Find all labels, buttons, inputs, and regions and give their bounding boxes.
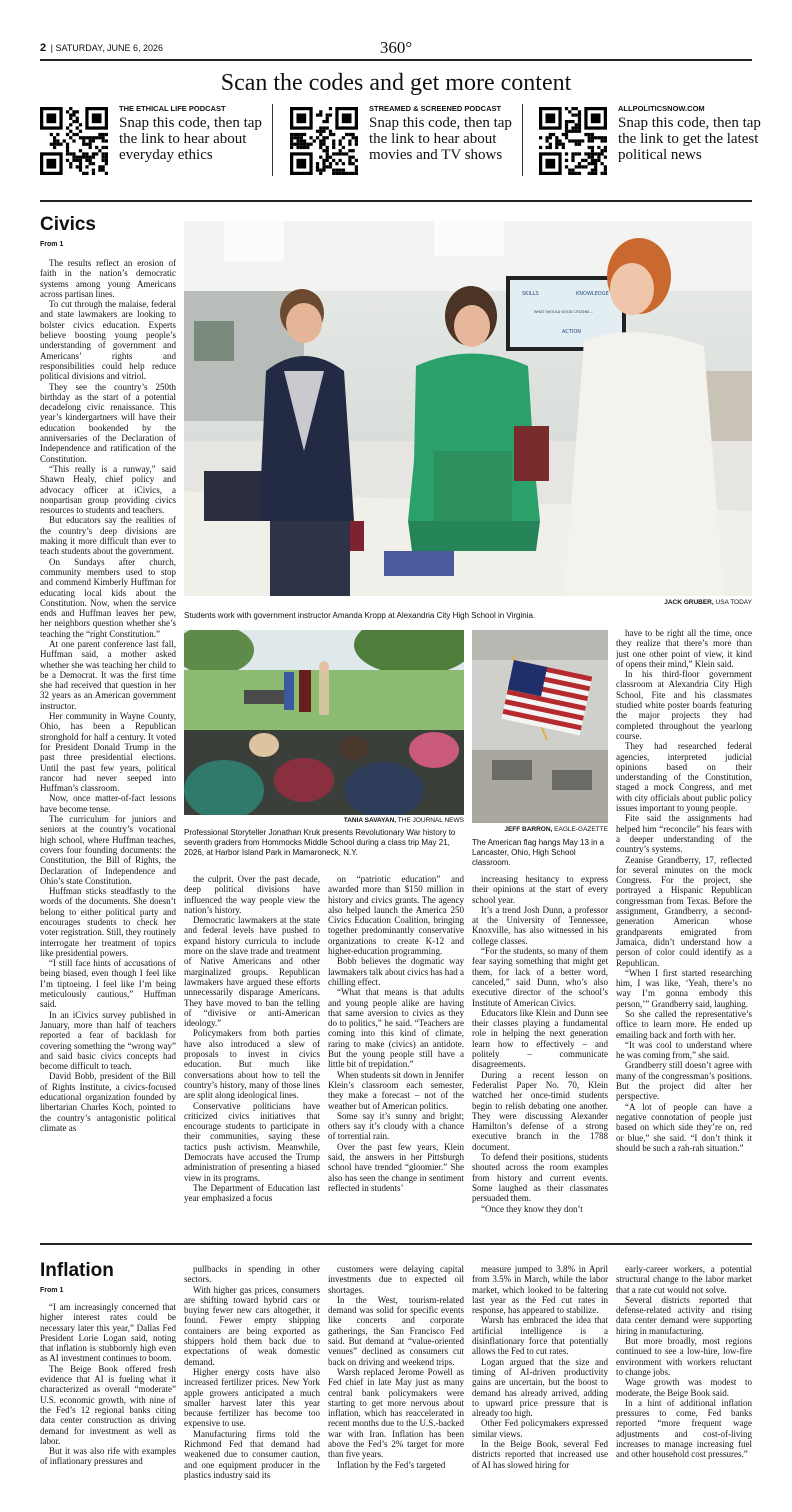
paragraph: Wage growth was modest to moderate, the Beige Book said.: [616, 1377, 752, 1398]
credit-name: TANIA SAVAYAN,: [343, 817, 397, 824]
paragraph: Manufacturing firms told the Richmond Fed that demand had weakened due to consumer caution, and one equipment producer in the plastics industry said its: [184, 1428, 320, 1480]
inflation-section-head: Inflation: [40, 1260, 114, 1281]
paragraph: In an iCivics survey published in January, more than half of teachers reported a fear of backlash for covering something the “wrong way” and said basic civics concepts had become difficult to teach.: [40, 1009, 176, 1072]
civics-column-3: [328, 874, 464, 1229]
paragraph: Over the past few years, Klein said, the answers in her Pittsburgh school have trended “gloomier.” She also has seen the change in sentiment reflected in students’: [328, 1141, 464, 1193]
paragraph: Higher energy costs have also increased fertilizer prices. New York apple growers anticipated a much smaller harvest later this year because fertilizer has become too expensive to use.: [184, 1366, 320, 1429]
paragraph: “I still face hints of accusations of being biased, even though I feel like I’m tiptoeing. I feel like I’m being meticulously cautious,” Huffman said.: [40, 958, 176, 1010]
paragraph: Bobb believes the dogmatic way lawmakers talk about civics has had a chilling effect.: [328, 956, 464, 987]
paragraph: In the West, tourism-related demand was solid for specific events like concerts and corporate gatherings, the San Francisco Fed said. But demand at “value-oriented venues” declined as consumers cut back on driving and weekend trips.: [328, 1294, 464, 1367]
credit-org: USA TODAY: [715, 599, 752, 606]
promo-headline: Scan the codes and get more content: [220, 70, 572, 96]
promo-divider: [272, 104, 273, 176]
paragraph: The curriculum for juniors and seniors at the country’s vocational high school, where Huffman teaches, covers four founding documents: the Constitution, the Bill of Rights, the Declaration of Independence and Ohio’s state Constitution.: [40, 814, 176, 886]
credit-name: JACK GRUBER,: [664, 599, 714, 606]
field-trip-photo-image: [184, 630, 464, 815]
paragraph: customers were delaying capital investments due to expected oil shortages.: [328, 1264, 464, 1295]
photo-credit: [472, 826, 608, 833]
paragraph: The results reflect an erosion of faith in the nation’s democratic systems among young Americans across partisan lines.: [40, 258, 176, 299]
paragraph: Democratic lawmakers at the state and federal levels have pushed to expand history curricula to include more on the slave trade and treatment of Native Americans and other marginalized groups. Republican lawmakers have argued these efforts unnecessarily disparage Americans. They have moved to ban the telling of “divisive or anti-American ideology.”: [184, 915, 320, 1029]
paragraph: At one parent conference last fall, Huffman said, a mother asked whether she was teaching her child to be a Democrat. It was the first time she had received that question in her 32 years as an American government instructor.: [40, 638, 176, 711]
inflation-column-3: [328, 1264, 464, 1492]
paragraph: Other Fed policymakers expressed similar views.: [472, 1418, 608, 1439]
paragraph: have to be right all the time, once they realize that there’s more than just one other point of view, it kind of opens their mind,” Klein said.: [616, 628, 752, 669]
paragraph: The Beige Book offered fresh evidence that AI is fueling what it characterized as overall “moderate” U.S. economic growth, with nine of the Fed’s 12 regional banks citing data center construction as driving demand for investment as well as labor.: [40, 1363, 176, 1446]
folio-rule: [40, 59, 752, 61]
paragraph: The Department of Education last year emphasized a focus: [184, 1182, 320, 1204]
page-folio: [40, 38, 752, 58]
promo-kicker: THE ETHICAL LIFE PODCAST: [119, 104, 226, 113]
paragraph: On Sundays after church, community members used to stop and commend Kimberly Huffman for educating local kids about the Constitution. Now, when the service ends and Huffman leaves her pew, her neighbors question whether she’s teaching the “right Constitution.”: [40, 556, 176, 639]
paragraph: It’s a trend Josh Dunn, a professor at the University of Tennessee, Knoxville, has also witnessed in his college classes.: [472, 904, 608, 946]
paragraph: Warsh has embraced the idea that artificial intelligence is a disinflationary force that potentially allows the Fed to cut rates.: [472, 1315, 608, 1357]
jump-from: From 1: [40, 1287, 64, 1294]
section-name: 360°: [379, 38, 413, 57]
paragraph: In his third-floor government classroom at Alexandria City High School, Fite and his classmates studied white poster boards featuring the major projects they had completed throughout the yearlong course.: [616, 669, 752, 741]
paragraph: “It was cool to understand where he was coming from,” she said.: [616, 1039, 752, 1061]
promo-item: [40, 104, 265, 180]
inflation-column-1: [40, 1302, 176, 1492]
promo-item: [290, 104, 515, 180]
paragraph: Educators like Klein and Dunn see their classes playing a fundamental role in helping the next generation learn how to effectively – and politely – communicate disagreements.: [472, 1007, 608, 1070]
paragraph: increasing hesitancy to express their opinions at the start of every school year.: [472, 874, 608, 905]
paragraph: But it was also rife with examples of inflationary pressures and: [40, 1446, 176, 1467]
paragraph: Huffman sticks steadfastly to the words of the documents. She doesn’t belong to either political party and encourages students to check her voter registration. Still, they routinely interrogate her treatment of topics like presidential powers.: [40, 886, 176, 958]
folio-page-date: 2 | SATURDAY, JUNE 6, 2026: [40, 42, 164, 54]
inflation-column-5: [616, 1264, 752, 1492]
paragraph: “Once they know they don’t: [481, 1203, 583, 1214]
photo-caption: Professional Storyteller Jonathan Kruk presents Revolutionary War history to seventh graders from Hommocks Middle School during a class trip May 21, 2026, at Harbor Island Park in Mamaroneck, N.Y.: [184, 828, 456, 857]
paragraph: David Bobb, president of the Bill of Rights Institute, a civics-focused educational organization founded by libertarian Charles Koch, pointed to the country’s antagonistic political climate as: [40, 1071, 176, 1133]
paragraph: Grandberry still doesn’t agree with many of the congressman’s positions. But the project did alter her perspective.: [616, 1060, 752, 1102]
photo-caption: The American flag hangs May 13 in a Lancaster, Ohio, High School classroom.: [472, 838, 605, 867]
promo-kicker: ALLPOLITICSNOW.COM: [618, 104, 705, 113]
paragraph: “What that means is that adults and young people alike are having that same aversion to civics as they do to politics,” he said. “Teachers are coming into this kind of climate, raring to make (civics) an antidote. But the young people still have a little bit of trepidation.”: [328, 987, 464, 1070]
paragraph: “I am increasingly concerned that higher interest rates could be necessary later this year,” Dallas Fed President Lorie Logan said, noting that inflation is stubbornly high even as AI investment continues to boom.: [40, 1302, 176, 1364]
civics-column-4: [472, 874, 608, 1229]
photo-classroom: [184, 221, 752, 596]
civics-section-head: Civics: [40, 214, 96, 235]
promo-text: Snap this code, then tap the link to hear about everyday ethics: [119, 115, 262, 163]
section-rule: [40, 1243, 752, 1245]
paragraph: With higher gas prices, consumers are shifting toward hybrid cars or buying fewer new cars altogether, it found. Fewer empty shipping containers are being exported as shippers hold them back due to expectations of weak domestic demand.: [184, 1284, 320, 1367]
paragraph: Fite said the assignments had helped him “reconcile” his fears with a deeper understanding of the country’s systems.: [616, 813, 752, 855]
paragraph: In a hint of additional inflation pressures to come, Fed banks reported “more frequent wage adjustments and cost-of-living increases to manage increasing fuel and other household cost pressures.”: [616, 1397, 752, 1460]
jump-from: From 1: [40, 241, 64, 248]
flag-photo-image: [472, 630, 608, 823]
paragraph: Logan argued that the size and timing of AI-driven productivity gains are uncertain, but the boost to demand has already arrived, adding to upward price pressure that is already too high.: [472, 1356, 608, 1419]
paragraph: But educators say the realities of the country’s deep divisions are making it more difficult than ever to teach students about the government.: [40, 515, 176, 557]
board-word: SKILLS: [522, 291, 539, 297]
paragraph: When students sit down in Jennifer Klein’s classroom each semester, they make a forecast – not of the weather but of American politics.: [328, 1069, 464, 1111]
paragraph: the culprit. Over the past decade, deep political divisions have influenced the way people view the nation’s history.: [184, 874, 320, 915]
credit-name: JEFF BARRON,: [504, 826, 553, 833]
paragraph: Some say it’s sunny and bright; others say it’s cloudy with a chance of torrential rain.: [328, 1110, 464, 1142]
credit-org: THE JOURNAL NEWS: [397, 817, 464, 824]
photo-field-trip: [184, 630, 464, 815]
paragraph: Inflation by the Fed’s targeted: [337, 1459, 446, 1470]
paragraph: Now, once matter-of-fact lessons have become tense.: [40, 793, 176, 814]
promo-item: [539, 104, 761, 180]
paragraph: on “patriotic education” and awarded more than $150 million in history and civics grants. The agency also helped launch the America 250 Civics Education Coalition, bringing together predominantly conservative organizations to create K-12 and higher-education programming.: [328, 874, 464, 957]
paragraph: In the Beige Book, several Fed districts reported that increased use of AI has slowed hiring for: [472, 1439, 608, 1470]
paragraph: Several districts reported that defense-related activity and rising data center demand were supporting hiring in manufacturing.: [616, 1294, 752, 1336]
inflation-column-4: [472, 1264, 608, 1492]
paragraph: “A lot of people can have a negative connotation of people just based on which side they’re on, red or blue,” she said. “I don’t think it should be such a rah-rah situation.”: [616, 1101, 752, 1153]
credit-org: EAGLE-GAZETTE: [554, 826, 608, 833]
civics-column-2: [184, 874, 320, 1229]
promo-kicker: STREAMED & SCREENED PODCAST: [369, 104, 502, 113]
paragraph: “When I first started researching him, I was like, ‘Yeah, there’s no way I’m gonna embody this person,’” Grandberry said, laughing.: [616, 967, 752, 1009]
inflation-column-2: [184, 1264, 320, 1492]
photo-caption: Students work with government instructor Amanda Kropp at Alexandria City High School in Virginia.: [184, 611, 536, 620]
photo-credit: [280, 817, 464, 824]
qr-code-icon[interactable]: [290, 107, 358, 175]
photo-credit: [500, 599, 752, 606]
paragraph: “This really is a runway,” said Shawn Healy, chief policy and advocacy officer at iCivics, a nonpartisan group providing civics resources to students and teachers.: [40, 463, 176, 516]
civics-column-1: [40, 258, 176, 1228]
qr-code-icon[interactable]: [40, 107, 108, 175]
paragraph: Conservative politicians have criticized civics initiatives that encourage students to participate in their communities, saying these tactics push activism. Meanwhile, Democrats have accused the Trump administration of presenting a biased view in its programs.: [184, 1100, 320, 1183]
promo-text: Snap this code, then tap the link to hear about movies and TV shows: [369, 115, 512, 163]
promo-divider: [522, 104, 523, 176]
paragraph: During a recent lesson on Federalist Paper No. 70, Klein watched her once-timid students begin to relish debating one another. They were discussing Alexander Hamilton’s defense of a strong executive branch in the 1788 document.: [472, 1069, 608, 1152]
section-rule: [40, 200, 752, 202]
page-number: 2: [40, 42, 47, 54]
paragraph: measure jumped to 3.8% in April from 3.5% in March, while the labor market, which looked to be faltering last year as the Fed cut rates in response, has appeared to stabilize.: [472, 1264, 608, 1316]
board-word: WHAT SHOULD GOOD CITIZENS...: [534, 310, 593, 314]
paragraph: “For the students, so many of them fear saying something that might get them, for lack of a better word, canceled,” said Dunn, who’s also executive director of the school’s Institute of American Civics.: [472, 946, 608, 1008]
qr-code-icon[interactable]: [539, 107, 607, 175]
paragraph: Warsh replaced Jerome Powell as Fed chief in late May just as many central bank policymakers were starting to get more nervous about inflation, which has reaccelerated in recent months due to the U.S.-backed war with Iran. Inflation has been above the Fed’s 2% target for more than five years.: [328, 1366, 464, 1460]
paragraph: To defend their positions, students shouted across the room examples from history and current events. Some laughed as their classmates persuaded them.: [472, 1152, 608, 1204]
paragraph: Zeanise Grandberry, 17, reflected for several minutes on the mock Congress. For the project, she portrayed a Hispanic Republican congressman from Texas. Before the assignment, Grandberry, a second-generation American whose grandparents emigrated from Jamaica, didn’t understand how a person of color could identify as a Republican.: [616, 854, 752, 968]
promo-text: Snap this code, then tap the link to get the latest political news: [618, 115, 761, 163]
paragraph: early-career workers, a potential structural change to the labor market that a rate cut would not solve.: [616, 1264, 752, 1295]
civics-column-5: [616, 628, 752, 1228]
paragraph: But more broadly, most regions continued to see a low-hire, low-fire environment with workers reluctant to change jobs.: [616, 1336, 752, 1377]
paragraph: Her community in Wayne County, Ohio, has been a Republican stronghold for half a century. It voted for President Donald Trump in the past three presidential elections. Until the past few years, political rancor had never seeped into Huffman’s classroom.: [40, 711, 176, 794]
paragraph: Policymakers from both parties have also introduced a slew of proposals to invest in civics education. But much like conversations about how to tell the country’s history, many of those lines are split along ideological lines.: [184, 1028, 320, 1101]
paragraph: pullbacks in spending in other sectors.: [184, 1264, 320, 1285]
paragraph: To cut through the malaise, federal and state lawmakers are looking to bolster civics education. Experts believe boosting young people’s understanding of government and Americans’ rights and responsibilities could help reduce political divisions and vitriol.: [40, 299, 176, 382]
classroom-photo-image: [184, 221, 752, 596]
paragraph: They had researched federal agencies, interpreted judicial opinions based on their understanding of the Constitution, staged a mock Congress, and met with city officials about public policy issues important to young people.: [616, 741, 752, 814]
photo-flag: [472, 630, 608, 823]
board-word: ACTION: [562, 329, 582, 335]
board-word: KNOWLEDGE: [576, 291, 609, 297]
paragraph: So she called the representative’s office to learn more. He ended up emailing back and forth with her.: [616, 1008, 752, 1040]
paragraph: They see the country’s 250th birthday as the start of a potential decadelong civic renaissance. This year’s kindergartners will have their education bookended by the anniversaries of the Declaration of Independence and ratification of the Constitution.: [40, 381, 176, 464]
folio-date: SATURDAY, JUNE 6, 2026: [55, 43, 164, 53]
